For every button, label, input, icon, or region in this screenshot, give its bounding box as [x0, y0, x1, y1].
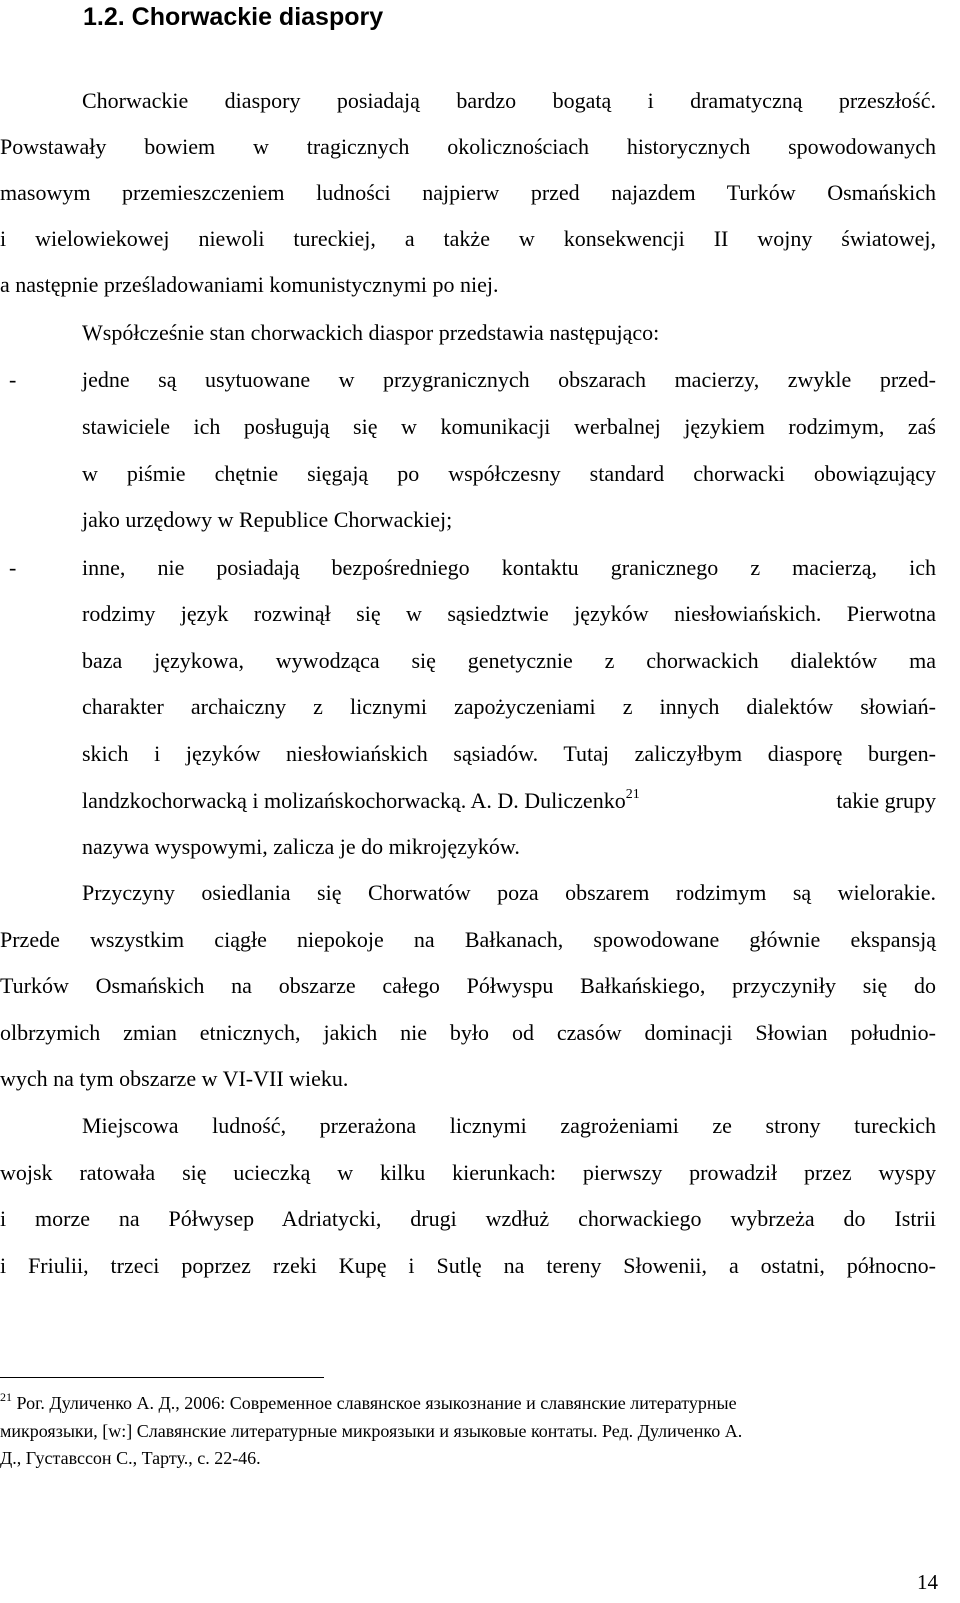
bullet-2-line-5: skich i języków niesłowiańskich sąsiadów. Tutaj zaliczyłbym diasporę burgen- — [82, 741, 936, 766]
bullet-2-line-6 — [82, 788, 640, 814]
paragraph-3-line-5: wych na tym obszarze w VI-VII wieku. — [0, 1066, 349, 1091]
footnote-separator — [0, 1377, 324, 1378]
paragraph-3-line-3: Turków Osmańskich na obszarze całego Półwyspu Bałkańskiego, przyczyniły się do — [0, 973, 936, 998]
bullet-2-line-6-text: landzkochorwacką i molizańskochorwacką. A. D. Duliczenko — [82, 788, 626, 813]
paragraph-1-line-1: Chorwackie diaspory posiadają bardzo bogatą i dramatyczną przeszłość. — [82, 88, 936, 113]
bullet-1-line-3: w piśmie chętnie sięgają po współczesny standard chorwacki obowiązujący — [82, 461, 936, 486]
paragraph-1-line-2: Powstawały bowiem w tragicznych okolicznościach historycznych spowodowanych — [0, 134, 936, 159]
footnote-line-3: Д., Густавссон С., Тарту., с. 22-46. — [0, 1448, 261, 1468]
paragraph-1-line-3: masowym przemieszczeniem ludności najpierw przed najazdem Turków Osmańskich — [0, 180, 936, 205]
paragraph-4-line-2: wojsk ratowała się ucieczką w kilku kierunkach: pierwszy prowadził przez wyspy — [0, 1160, 936, 1185]
bullet-2-line-2: rodzimy język rozwinął się w sąsiedztwie języków niesłowiańskich. Pierwotna — [82, 601, 936, 626]
bullet-2-line-7: nazywa wyspowymi, zalicza je do mikrojęzyków. — [82, 834, 520, 859]
paragraph-1-line-4: i wielowiekowej niewoli tureckiej, a także w konsekwencji II wojny światowej, — [0, 226, 936, 251]
bullet-2-marker: - — [9, 555, 17, 580]
paragraph-3-line-4: olbrzymich zmian etnicznych, jakich nie było od czasów dominacji Słowian południo- — [0, 1020, 936, 1045]
footnote-number: 21 — [0, 1390, 12, 1404]
bullet-2-line-3: baza językowa, wywodząca się genetycznie z chorwackich dialektów ma — [82, 648, 936, 673]
bullet-2-line-6-end: takie grupy — [836, 788, 936, 813]
paragraph-4-line-3: i morze na Półwysep Adriatycki, drugi wzdłuż chorwackiego wybrzeża do Istrii — [0, 1206, 936, 1231]
paragraph-2: Współcześnie stan chorwackich diaspor przedstawia następująco: — [82, 320, 660, 345]
paragraph-3-line-2: Przede wszystkim ciągłe niepokoje na Bałkanach, spowodowane głównie ekspansją — [0, 927, 936, 952]
bullet-2-line-1: inne, nie posiadają bezpośredniego kontaktu granicznego z macierzą, ich — [82, 555, 936, 580]
page-number: 14 — [917, 1570, 938, 1594]
bullet-2-line-4: charakter archaiczny z licznymi zapożyczeniami z innych dialektów słowiań- — [82, 694, 936, 719]
paragraph-4-line-1: Miejscowa ludność, przerażona licznymi zagrożeniami ze strony tureckich — [82, 1113, 936, 1138]
bullet-1-line-1: jedne są usytuowane w przygranicznych obszarach macierzy, zwykle przed- — [82, 367, 936, 392]
footnote-line-2: микроязыки, [w:] Славянские литературные микроязыки и языковые контаты. Ред. Дуличенко А. — [0, 1421, 743, 1441]
section-title: 1.2. Chorwackie diaspory — [83, 3, 384, 31]
footnote-line-1-text: Рог. Дуличенко А. Д., 2006: Современное славянское языкознание и славянские литературные — [16, 1393, 737, 1413]
paragraph-4-line-4: i Friulii, trzeci poprzez rzeki Kupę i Sutlę na tereny Słowenii, a ostatni, północno- — [0, 1253, 936, 1278]
footnote-reference: 21 — [625, 787, 640, 802]
bullet-1-marker: - — [9, 367, 17, 392]
bullet-1-line-4: jako urzędowy w Republice Chorwackiej; — [82, 507, 453, 532]
paragraph-1-line-5: a następnie prześladowaniami komunistycznymi po niej. — [0, 272, 499, 297]
bullet-1-line-2: stawiciele ich posługują się w komunikacji werbalnej językiem rodzimym, zaś — [82, 414, 936, 439]
paragraph-3-line-1: Przyczyny osiedlania się Chorwatów poza obszarem rodzimym są wielorakie. — [82, 880, 936, 905]
footnote-line-1 — [0, 1392, 737, 1414]
